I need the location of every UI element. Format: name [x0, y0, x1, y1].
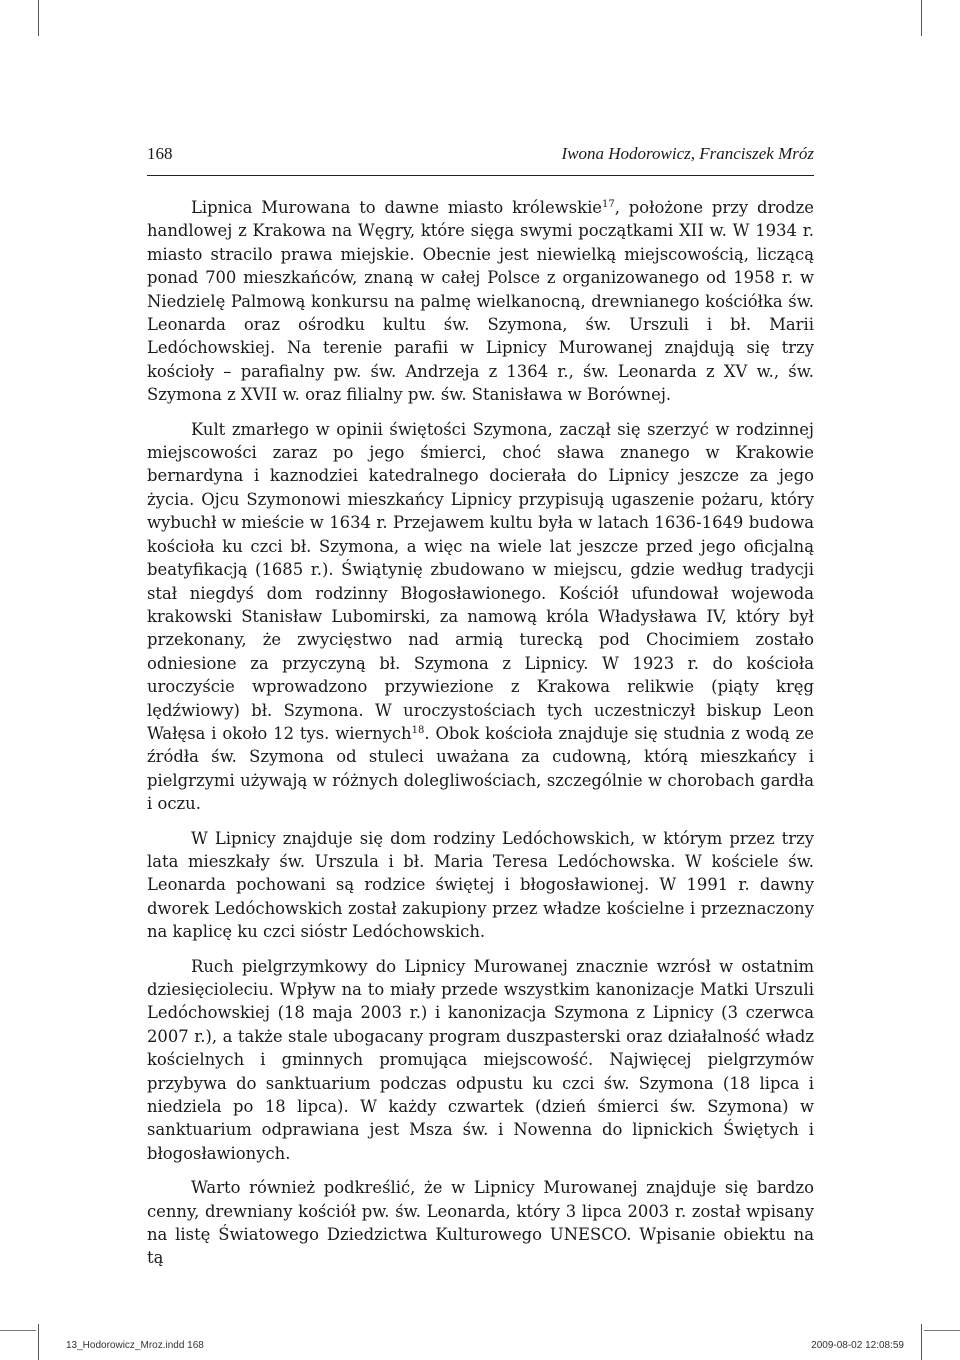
body-text	[147, 196, 814, 1281]
slug-timestamp: 2009-08-02 12:08:59	[811, 1340, 904, 1351]
paragraph-text: , położone przy drodze handlowej z Krakowa na Węgry, które sięga swymi początkami XII w. W 1934 r. miasto stracilo prawa miejskie. Obecnie jest niewielką miejscowością, liczącą ponad 700 mieszkańców, znaną w całej Polsce z organizowanego od 1958 r. w Niedzielę Palmową konkursu na palmę wielkanocną, drewnianego kościółka św. Leonarda oraz ośrodku kultu św. Szymona, św. Urszuli i bł. Marii Ledóchowskiej. Na terenie parafii w Lipnicy Murowanej znajdują się trzy kościoły – parafialny pw. św. Andrzeja z 1364 r., św. Leonarda z XV w., św. Szymona z XVII w. oraz filialny pw. św. Stanisława w Borównej.	[147, 198, 814, 405]
paragraph	[147, 827, 814, 944]
header-rule	[147, 175, 814, 176]
slug-filename: 13_Hodorowicz_Mroz.indd 168	[66, 1340, 204, 1351]
paragraph	[147, 418, 814, 816]
paragraph-text: Ruch pielgrzymkowy do Lipnicy Murowanej znacznie wzrósł w ostatnim dziesięcioleciu. Wpływ na to miały przede wszystkim kanonizacje Matki Urszuli Ledóchowskiej (18 maja 2003 r.) i kanonizacja Szymona z Lipnicy (3 czerwca 2007 r.), a także stale ubogacany program duszpasterski oraz działalność władz kościelnych i gminnych promująca miejscowość. Najwięcej pielgrzymów przybywa do sanktuarium podczas odpustu ku czci św. Szymona (18 lipca i niedziela po 18 lipca). W każdy czwartek (dzień śmierci św. Szymona) w sanktuarium odprawiana jest Msza św. i Nowenna do lipnickich Świętych i błogosławionych.	[147, 956, 814, 1163]
paragraph-text: Warto również podkreślić, że w Lipnicy Murowanej znajduje się bardzo cenny, drewniany kościół pw. św. Leonarda, który 3 lipca 2003 r. został wpisany na listę Światowego Dziedzictwa Kulturowego UNESCO. Wpisanie obiektu na tą	[147, 1178, 814, 1268]
running-head	[147, 144, 814, 166]
footnote-ref[interactable]: 18	[411, 724, 425, 736]
running-head-authors: Iwona Hodorowicz, Franciszek Mróz	[561, 144, 814, 163]
footnote-ref[interactable]: 17	[602, 199, 615, 210]
paragraph-text: . Obok kościoła znajduje się studnia z wodą ze źródła św. Szymona od stuleci uważana za cudowną, którą mieszkańcy i pielgrzymi używają w różnych dolegliwościach, szczególnie w chorobach gardła i oczu.	[147, 723, 814, 814]
paragraph	[147, 955, 814, 1166]
crop-mark-top-right	[921, 0, 922, 36]
paragraph-text: Kult zmarłego w opinii świętości Szymona, zaczął się szerzyć w rodzinnej miejscowości zaraz po jego śmierci, choć sława znanego w Krakowie bernardyna i kaznodziei katedralnego docierała do Lipnicy jeszcze za jego życia. Ojcu Szymonowi mieszkańcy Lipnicy przypisują ugaszenie pożaru, który wybuchł w mieście w 1634 r. Przejawem kultu była w latach 1636-1649 budowa kościoła ku czci bł. Szymona, a więc na wiele lat jeszcze przed jego oficjalną beatyfikacją (1685 r.). Świątynię zbudowano w miejscu, gdzie według tradycji stał niegdyś dom rodzinny Błogosławionego. Kościół ufundował wojewoda krakowski Stanisław Lubomirski, za namową króla Władysława IV, który był przekonany, że zwycięstwo nad armią turecką pod Chocimiem zostało odniesione za przyczyną bł. Szymona z Lipnicy. W 1923 r. do kościoła uroczyście wprowadzono przywiezione z Krakowa relikwie (piąty kręg lędźwiowy) bł. Szymona. W uroczystościach tych uczestniczył biskup Leon Wałęsa i około 12 tys. wiernych	[147, 419, 814, 743]
paragraph	[147, 196, 814, 407]
page-number: 168	[147, 144, 173, 163]
printer-slug	[0, 1330, 960, 1360]
paragraph	[147, 1176, 814, 1270]
paragraph-text: Lipnica Murowana to dawne miasto królewskie	[191, 198, 603, 217]
paragraph-text: W Lipnicy znajduje się dom rodziny Ledóchowskich, w którym przez trzy lata mieszkały św. Urszula i bł. Maria Teresa Ledóchowska. W kościele św. Leonarda pochowani są rodzice świętej i błogosławionej. W 1991 r. dawny dworek Ledóchowskich został zakupiony przez władze kościelne i przeznaczony na kaplicę ku czci sióstr Ledóchowskich.	[147, 828, 814, 942]
crop-mark-top-left	[38, 0, 39, 36]
